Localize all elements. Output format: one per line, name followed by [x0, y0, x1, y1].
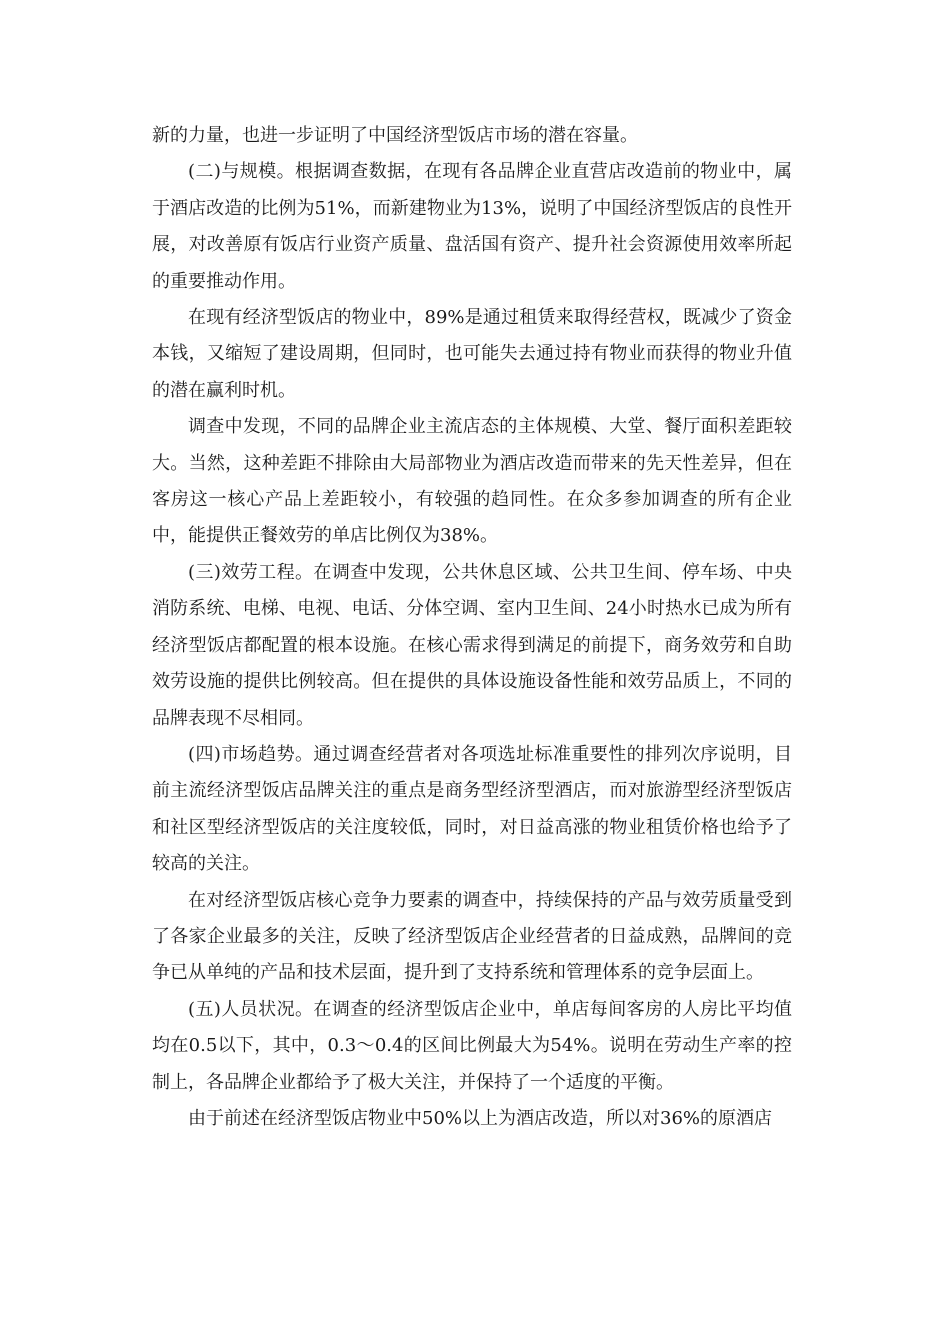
paragraph-4: 调查中发现，不同的品牌企业主流店态的主体规模、大堂、餐厅面积差距较大。当然，这种差距不排除由大局部物业为酒店改造而带来的先天性差异，但在客房这一核心产品上差距较小，有较强的趋同性。在众多参加调查的所有企业中，能提供正餐效劳的单店比例仅为38%。	[152, 416, 792, 547]
paragraph-5: (三)效劳工程。在调查中发现，公共休息区域、公共卫生间、停车场、中央消防系统、电梯、电视、电话、分体空调、室内卫生间、24小时热水已成为所有经济型饭店都配置的根本设施。在核心需求得到满足的前提下，商务效劳和自助效劳设施的提供比例较高。但在提供的具体设施设备性能和效劳品质上，不同的品牌表现不尽相同。	[152, 561, 792, 729]
body-text	[152, 118, 792, 1137]
paragraph-6: (四)市场趋势。通过调查经营者对各项选址标准重要性的排列次序说明，目前主流经济型饭店品牌关注的重点是商务型经济型酒店，而对旅游型经济型饭店和社区型经济型饭店的关注度较低，同时，对日益高涨的物业租赁价格也给予了较高的关注。	[152, 743, 792, 875]
paragraph-7: 在对经济型饭店核心竞争力要素的调查中，持续保持的产品与效劳质量受到了各家企业最多的关注，反映了经济型饭店企业经营者的日益成熟，品牌间的竞争已从单纯的产品和技术层面，提升到了支持系统和管理体系的竞争层面上。	[152, 889, 792, 984]
paragraph-1: 新的力量，也进一步证明了中国经济型饭店市场的潜在容量。	[152, 125, 638, 146]
paragraph-8: (五)人员状况。在调查的经济型饭店企业中，单店每间客房的人房比平均值均在0.5以下，其中，0.3～0.4的区间比例最大为54%。说明在劳动生产率的控制上，各品牌企业都给予了极大关注，并保持了一个适度的平衡。	[152, 998, 792, 1093]
paragraph-3: 在现有经济型饭店的物业中，89%是通过租赁来取得经营权，既减少了资金本钱，又缩短了建设周期，但同时，也可能失去通过持有物业而获得的物业升值的潜在赢利时机。	[152, 307, 792, 401]
paragraph-9: 由于前述在经济型饭店物业中50%以上为酒店改造，所以对36%的原酒店	[188, 1107, 773, 1129]
paragraph-2: (二)与规模。根据调查数据，在现有各品牌企业直营店改造前的物业中，属于酒店改造的比例为51%，而新建物业为13%，说明了中国经济型饭店的良性开展，对改善原有饭店行业资产质量、盘活国有资产、提升社会资源使用效率所起的重要推动作用。	[152, 161, 792, 292]
